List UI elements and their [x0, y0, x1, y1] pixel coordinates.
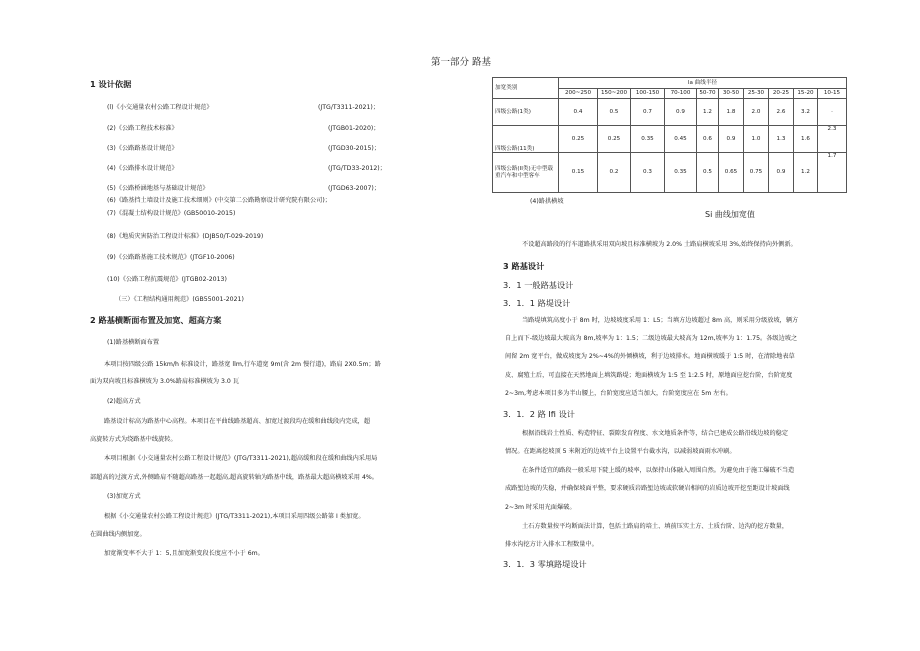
paragraph-line: 面为双向坡且标准横坡为 3.0%路肩标准横坡为 3.0 瓦: [90, 378, 240, 385]
table-cell: 2.6: [769, 99, 794, 126]
table-cell: 0.45: [665, 126, 697, 153]
ref-item-3: (3)《公路路基设计规范》: [107, 145, 178, 152]
paragraph-line: 本项目根据《小交通量农村公路工程设计规范》(JTG/T3311-2021),超高缓和段在缓和曲线内采用局: [104, 455, 378, 462]
table-cell: 0.7: [631, 99, 665, 126]
table-cell: ·: [818, 99, 847, 126]
table-cell: 1.7: [818, 153, 847, 193]
ref-item-6: (6)《路基挡土墙设计及施工技术细则》(中交第二公路勘察设计研究院有限公司)；: [107, 197, 331, 204]
ref-code-4: (JTG/TD33-2012)；: [328, 165, 386, 172]
table-cell: 2.0: [744, 99, 769, 126]
ref-item-8: (8)《地质灾害防治工程设计标准》(DJB50/T-029-2019): [107, 233, 264, 240]
ref-item-7: (7)《混凝土结构设计规范》(GB50010-2015): [107, 210, 236, 217]
table-cell: 0.6: [697, 126, 719, 153]
paragraph-line: 不设超高路段的行车道路拱采用双向坡且标准横坡为 2.0% 土路肩横坡采用 3%,始终保持向外侧新。: [522, 241, 797, 248]
ref-item-1: (l)《小交通量农村公路工程设计规范》: [107, 104, 213, 111]
table-row: [493, 99, 847, 126]
radius-header: 30-50: [719, 89, 744, 99]
ref-item-9: (9)《公路路基施工技术规范》(JTGF10-2006): [107, 254, 235, 261]
table-cell: 1.8: [719, 99, 744, 126]
row-label: 四级公路(II类)无中型载重汽车和中型客车: [493, 153, 559, 193]
table-cell: 0.5: [697, 153, 719, 193]
table-cell: 0.65: [719, 153, 744, 193]
table-cell: 0.9: [665, 99, 697, 126]
paragraph-line: 间留 2m 宽平台，做成坡度为 2%~4%的外倾横坡，利于边坡排水。地面横坡缓于 1:5 时，在清除地表草: [505, 353, 795, 360]
radius-header: 50-70: [697, 89, 719, 99]
paragraph-line: 土石方数量按平均断面法计算，包括土路肩的培土、填前压实土方、土质台阶、边沟的挖方数量，: [522, 523, 789, 530]
table-cell: 0.2: [598, 153, 631, 193]
table-cell: 1.3: [769, 126, 794, 153]
paragraph-line: 排水沟挖方计入排水工程数量中。: [505, 541, 598, 548]
paragraph-line: 情况。在距离挖坡顶 5 米附近的边坡平台上设置平台截水沟，以减弱坡面雨水冲刷。: [505, 448, 736, 455]
table-cell: 0.75: [744, 153, 769, 193]
paragraph-line: 在条件适宜的路段一般采用下陡上缓的坡率，以保持山体融入周围自然。为避免由于施工爆破不当造: [522, 467, 795, 474]
subsection-crown-slope: (4)路拱横坡: [530, 198, 564, 205]
radius-header: 200~250: [559, 89, 598, 99]
ref-item-10: (10)《公路工程抗震规范》(JTGB02-2013): [107, 276, 227, 283]
subsection-widening: (3)加宽方式: [107, 493, 141, 500]
table-group-header: la 曲线半径: [559, 78, 847, 89]
radius-header: 20-25: [769, 89, 794, 99]
table-cell: 0.9: [719, 126, 744, 153]
paragraph-line: 路基设计标高为路基中心高程。本项目在平曲线路基超高、加宽过渡段均在缓和曲线段内完成，超: [104, 418, 371, 425]
paragraph-line: 部超高的过渡方式,外侧路肩不随超高路基一起超高,超高旋转轴为路基中线，路基最大超高横坡采用 4%。: [90, 474, 378, 481]
ref-code-3: (JTGD30-2015)；: [328, 145, 381, 152]
section-heading-curve-widening: Si 曲线加宽值: [705, 210, 755, 219]
table-cell: 1.6: [794, 126, 818, 153]
section-heading-design-basis: 1 设计依据: [90, 79, 132, 89]
radius-header: 10-15: [818, 89, 847, 99]
paragraph-line: 本项目按四级公路 15km∕h 标准设计，路基宽 llm,行车道宽 9m(含 2m 慢行道)，路肩 2X0.5m；路: [104, 361, 381, 368]
ref-code-1: (JTG/T3311-2021)；: [318, 104, 380, 111]
subsection-cross-section-layout: (1)路基横断面布置: [107, 339, 160, 346]
ref-item-5: (5)《公路桥涵地基与基础设计规范》: [107, 185, 209, 192]
row-label: 四级公路(11类): [493, 126, 559, 153]
paragraph-line: 当路堤填筑高度小于 8m 时，边坡坡度采用 1：L5；当填方边坡超过 8m 高，则采用分级放坡，辆方: [522, 317, 799, 324]
row-label: 四级公路(1类): [493, 99, 559, 126]
paragraph-line: 2~3m,考虑本项目多为半山腰上，台阶宽度应适当加大，台阶宽度应在 5m 左右。: [505, 390, 732, 397]
radius-header: 70-100: [665, 89, 697, 99]
table-cell: 1.2: [697, 99, 719, 126]
radius-header: 25-30: [744, 89, 769, 99]
table-cell: 0.3: [631, 153, 665, 193]
curve-widening-table: [492, 77, 847, 193]
paragraph-line: 成路堑边坡的失稳，并确保坡面平整，要求硬质岩路堑边坡或软硬岩相间的岩质边坡开挖至距设计坡面线: [505, 485, 790, 492]
radius-header: 150~200: [598, 89, 631, 99]
section-heading-zero-fill: 3．1．3 零填路堤设计: [503, 559, 587, 569]
table-cell: 0.25: [559, 126, 598, 153]
subsection-superelevation: (2)超高方式: [107, 398, 141, 405]
table-cell: 0.9: [769, 153, 794, 193]
section-heading-general-subgrade: 3．1 一般路基设计: [503, 280, 574, 290]
table-cell: 0.15: [559, 153, 598, 193]
paragraph-line: 自上而下-级边坡最大坡高为 8m,坡率为 1：1.5；二级边坡最大坡高为 12m,坡率为 1：1.75。各级边坡之: [505, 335, 798, 342]
table-cell: 0.4: [559, 99, 598, 126]
paragraph-line: 根据沿线岩土性质、构造特征、裂隙发育程度、水文地质条件等，结合已建成公路沿线边坡的稳定: [522, 430, 789, 437]
ref-item-2: (2)《公路工程技术标准》: [107, 125, 178, 132]
paragraph-line: 高旋转方式为绕路基中线旋转。: [90, 436, 177, 443]
table-corner-header: 加宽类别: [493, 78, 559, 99]
table-cell: 3.2: [794, 99, 818, 126]
paragraph-line: 根据《小交通量农村公路工程设计规范》(JTG/T3311-2021),本项目采用四级公路第 I 类加宽。: [104, 513, 365, 520]
ref-code-2: (JTGB01-2020)；: [328, 125, 380, 132]
table-cell: 2.3: [818, 126, 847, 153]
section-heading-embankment: 3．1．1 路堤设计: [503, 298, 571, 308]
table-cell: 1.0: [744, 126, 769, 153]
ref-item-4: (4)《公路排水设计规范》: [107, 165, 178, 172]
paragraph-line: 2~3m 时采用光面爆破。: [505, 504, 576, 511]
paragraph-line: 皮、腐殖土后，可直接在天然地面上填筑路堤；地面横坡为 1:5 至 1:2.5 时，原地面应挖台阶，台阶宽度: [505, 372, 793, 379]
ref-code-5: (JTGD63-2007)；: [328, 185, 381, 192]
table-cell: 0.35: [631, 126, 665, 153]
paragraph-line: 加宽渐变率不大于 1：5,且加宽渐变段长度应不小于 6m。: [104, 550, 264, 557]
table-cell: 1.2: [794, 153, 818, 193]
section-heading-cross-section: 2 路基横断面布置及加宽、超高方案: [90, 315, 222, 325]
section-heading-subgrade-design: 3 路基设计: [503, 261, 545, 271]
table-cell: 0.35: [665, 153, 697, 193]
radius-header: 100-150: [631, 89, 665, 99]
ref-item-11: （三）《工程结构通用规范》(GB55001-2021): [115, 296, 244, 303]
section-heading-cutting: 3．1．2 路 Ifi 设计: [503, 409, 575, 419]
paragraph-line: 在圆曲线内侧加宽。: [90, 531, 146, 538]
table-cell: 0.25: [598, 126, 631, 153]
table-row: [493, 153, 847, 193]
table-cell: 0.5: [598, 99, 631, 126]
page-title: 第一部分 路基: [431, 57, 492, 68]
table-row: [493, 126, 847, 153]
radius-header: 15-20: [794, 89, 818, 99]
